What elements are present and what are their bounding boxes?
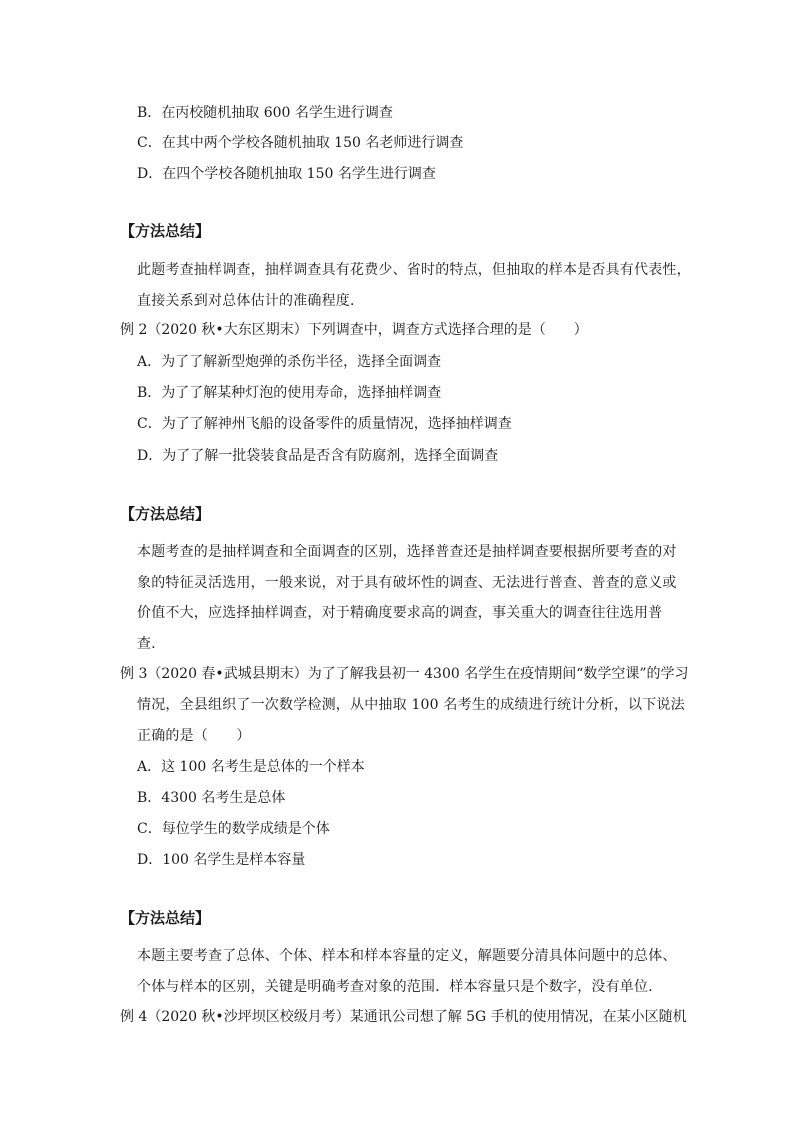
option-c: C．在其中两个学校各随机抽取 150 名老师进行调查 (137, 135, 464, 151)
summary-text: 价值不大，应选择抽样调查，对于精确度要求高的调查，事关重大的调查往往选用普 (137, 605, 663, 621)
option-d: D．100 名学生是样本容量 (137, 852, 306, 868)
option-a: A．这 100 名考生是总体的一个样本 (137, 759, 365, 775)
option-b: B．4300 名考生是总体 (137, 790, 286, 806)
summary-text: 本题考查的是抽样调查和全面调查的区别，选择普查还是抽样调查要根据所要考查的对 (137, 544, 677, 560)
summary-text: 个体与样本的区别，关键是明确考查对象的范围．样本容量只是个数字，没有单位． (137, 979, 663, 995)
example-3-question-cont: 情况，全县组织了一次数学检测，从中抽取 100 名考生的成绩进行统计分析，以下说法 (137, 697, 685, 713)
summary-text: 直接关系到对总体估计的准确程度． (137, 293, 365, 309)
option-d: D．为了了解一批袋装食品是否含有防腐剂，选择全面调查 (137, 448, 499, 464)
option-b: B．为了了解某种灯泡的使用寿命，选择抽样调查 (137, 385, 442, 401)
option-c: C．每位学生的数学成绩是个体 (137, 821, 330, 837)
summary-text: 此题考查抽样调查，抽样调查具有花费少、省时的特点，但抽取的样本是否具有代表性， (137, 262, 691, 278)
example-2-question: 例 2（2020 秋•大东区期末）下列调查中，调查方式选择合理的是（ ） (120, 322, 588, 338)
option-c: C．为了了解神州飞船的设备零件的质量情况，选择抽样调查 (137, 416, 512, 432)
summary-text: 象的特征灵活选用，一般来说，对于具有破坏性的调查、无法进行普查、普查的意义或 (137, 575, 677, 591)
summary-text: 本题主要考查了总体、个体、样本和样本容量的定义，解题要分清具体问题中的总体、 (137, 948, 677, 964)
example-3-question: 例 3（2020 春•武城县期末）为了了解我县初一 4300 名学生在疫情期间“数学空课”的学习 (120, 666, 689, 682)
example-4-question: 例 4（2020 秋•沙坪坝区校级月考）某通讯公司想了解 5G 手机的使用情况，在某小区随机 (120, 1009, 687, 1025)
method-summary-heading: 【方法总结】 (120, 909, 211, 927)
option-d: D．在四个学校各随机抽取 150 名学生进行调查 (137, 166, 436, 182)
method-summary-heading: 【方法总结】 (120, 505, 211, 523)
option-a: A．为了了解新型炮弹的杀伤半径，选择全面调查 (137, 354, 442, 370)
option-b: B．在丙校随机抽取 600 名学生进行调查 (137, 105, 393, 121)
summary-text: 查． (137, 636, 166, 652)
example-3-question-cont: 正确的是（ ） (137, 728, 251, 744)
method-summary-heading: 【方法总结】 (120, 222, 211, 240)
